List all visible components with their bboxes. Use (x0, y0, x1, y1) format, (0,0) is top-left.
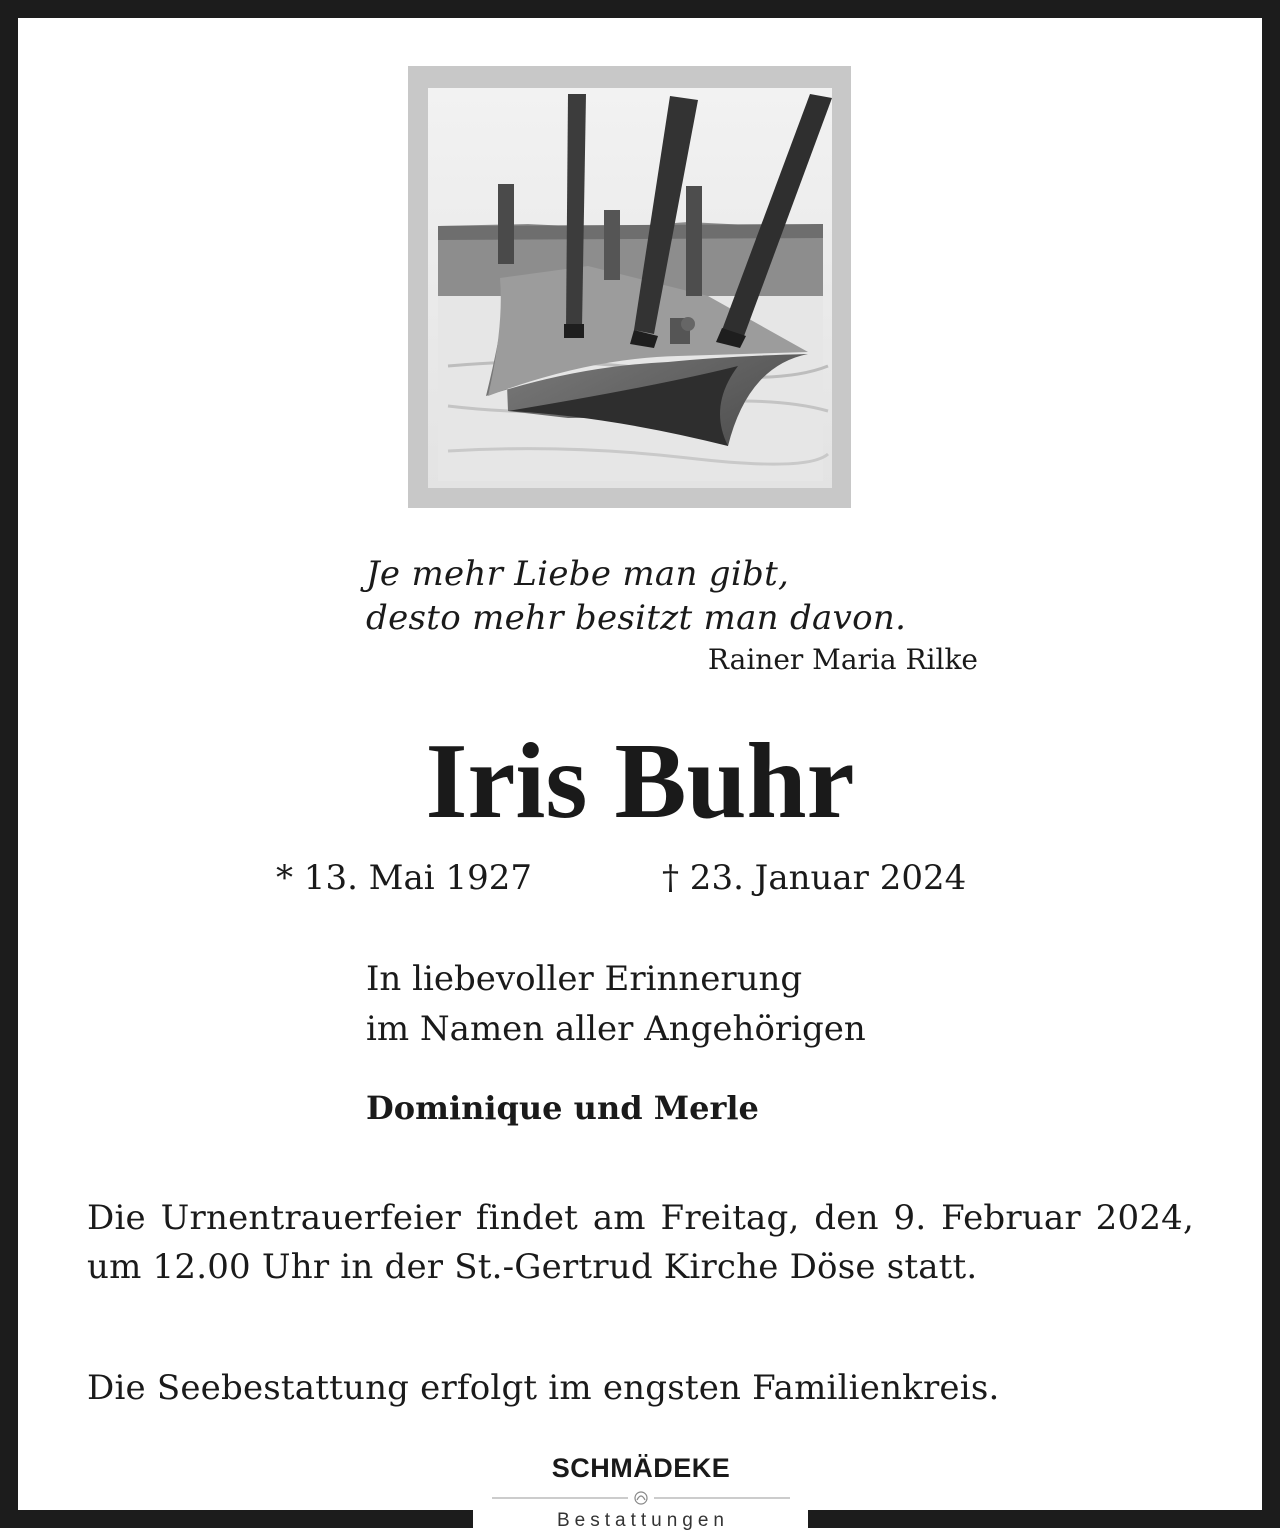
funeral-home-logo (488, 1450, 794, 1540)
frame-bottom-border-left (0, 1510, 473, 1528)
deceased-name: Iris Buhr (425, 722, 855, 841)
ornament-divider-icon (488, 1488, 794, 1508)
memory-line-1: In liebevoller Erinnerung (366, 959, 803, 999)
death-date: † 23. Januar 2024 (662, 858, 967, 898)
funeral-home-subtitle: Bestattungen (557, 1510, 729, 1531)
service-notice: Die Urnentrauerfeier findet am Freitag, den 9. Februar 2024, um 12.00 Uhr in der St.-Gertrud Kirche Döse statt. (87, 1198, 1194, 1287)
quote-line-2: desto mehr besitzt man davon. (366, 598, 907, 638)
memory-text (366, 954, 866, 1054)
memory-line-2: im Namen aller Angehörigen (366, 1009, 866, 1049)
frame-top-border (0, 0, 1280, 18)
quote-author: Rainer Maria Rilke (707, 643, 978, 676)
rilke-quote (366, 552, 986, 678)
quote-line-1: Je mehr Liebe man gibt, (366, 554, 790, 594)
funeral-home-name: SCHMÄDEKE (551, 1453, 731, 1483)
birth-date: * 13. Mai 1927 (276, 858, 532, 898)
burial-notice: Die Seebestattung erfolgt im engsten Familienkreis. (87, 1368, 1000, 1408)
boat-painting-image (408, 66, 851, 508)
signers: Dominique und Merle (366, 1089, 759, 1127)
frame-bottom-border-right (808, 1510, 1280, 1528)
